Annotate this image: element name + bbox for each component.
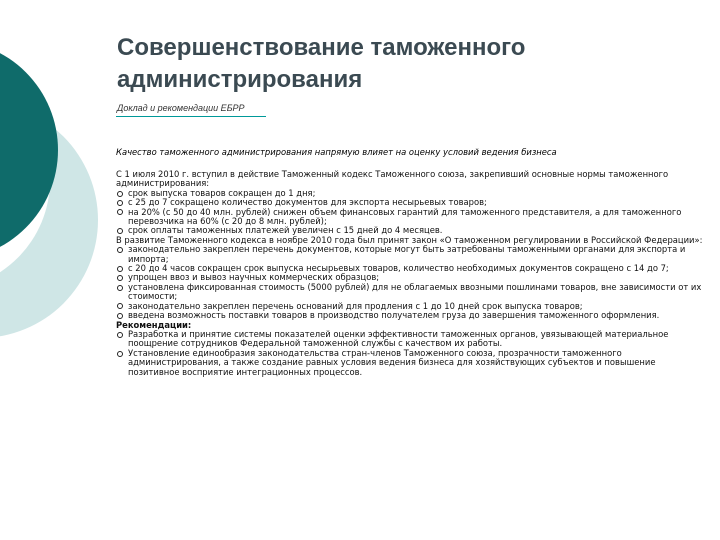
list-item: введена возможность поставки товаров в производство получателем груза до завершения таможенного оформления. [116,311,706,320]
slide-subtitle: Доклад и рекомендации ЕБРР [117,103,245,113]
decorative-circles [0,0,105,540]
list-item: упрощен ввоз и вывоз научных коммерческих образцов; [116,273,706,282]
list-item: на 20% (с 50 до 40 млн. рублей) снижен объем финансовых гарантий для таможенного представителя, а для таможенного перевозчика на 60% (с 20 до 8 млн. рублей); [116,208,706,227]
title-divider [116,116,266,117]
list-item: с 20 до 4 часов сокращен срок выпуска несырьевых товаров, количество необходимых документов сокращено с 14 до 7; [116,264,706,273]
list-item: Установление единообразия законодательства стран-членов Таможенного союза, прозрачности таможенного администрирования, а также создание равных условия ведения бизнеса для хозяйствующих субъектов и повышение позитивное восприятие интеграционных процессов. [116,349,706,377]
intro-text: Качество таможенного администрирования напрямую влияет на оценку условий ведения бизнеса [116,147,557,157]
list-item: законодательно закреплен перечень оснований для продления с 1 до 10 дней срок выпуска товаров; [116,302,706,311]
list-item: с 25 до 7 сокращено количество документов для экспорта несырьевых товаров; [116,198,706,207]
list-item: Разработка и принятие системы показателей оценки эффективности таможенных органов, увязывающей материальное поощрение сотрудников Федеральной таможенной службы с качеством их работы. [116,330,706,349]
section1-lead: С 1 июля 2010 г. вступил в действие Таможенный кодекс Таможенного союза, закрепивший основные нормы таможенного администрирования: [116,169,669,189]
list-item: срок выпуска товаров сокращен до 1 дня; [116,189,706,198]
content-body [116,170,706,377]
list-item: установлена фиксированная стоимость (5000 рублей) для не облагаемых ввозными пошлинами товаров, вне зависимости от их стоимости; [116,283,706,302]
list-item: законодательно закреплен перечень документов, которые могут быть затребованы таможенными органами для экспорта и импорта; [116,245,706,264]
list-item: срок оплаты таможенных платежей увеличен с 15 дней до 4 месяцев. [116,226,706,235]
section2-lead: В развитие Таможенного кодекса в ноябре 2010 года был принят закон «О таможенном регулировании в Российской Федерации»: [116,234,703,245]
slide-title: Совершенствование таможенного администрирования [117,34,526,93]
recommendations-heading: Рекомендации: [116,319,192,330]
